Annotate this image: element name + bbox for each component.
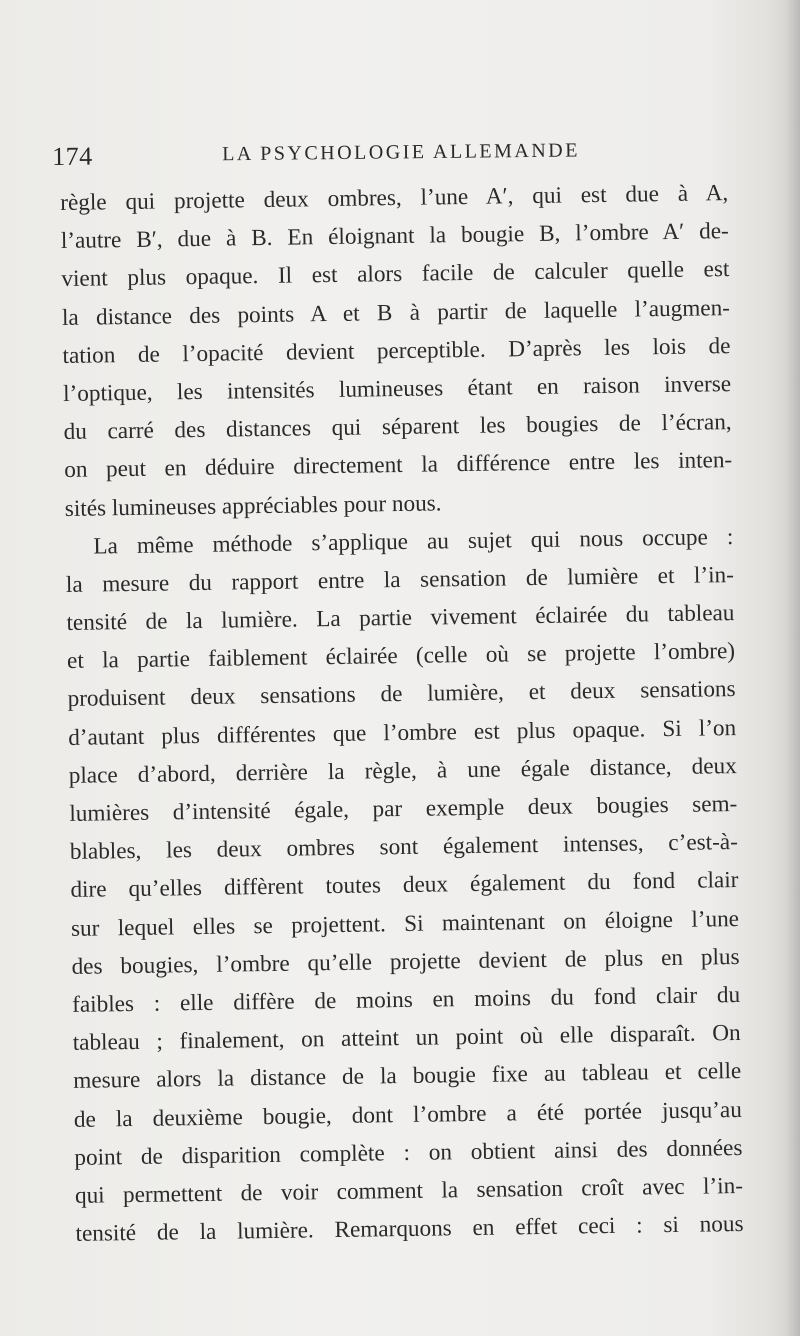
text-line: produisent deux sensations de lumière, et deux sensations [67, 676, 736, 713]
text-line: lumières d’intensité égale, par exemple deux bougies sem- [69, 791, 738, 827]
page-edge-shadow [786, 0, 800, 1336]
text-line: et la partie faiblement éclairée (celle où se projette l’ombre) [66, 638, 736, 675]
page-number: 174 [52, 141, 93, 171]
text-line: du carré des distances qui séparent les bougies de l’écran, [63, 409, 732, 446]
text-line: sur lequel elles se projettent. Si maintenant on éloigne l’une [70, 905, 740, 942]
text-line: de la deuxième bougie, dont l’ombre a été portée jusqu’au [73, 1096, 742, 1133]
text-line: tation de l’opacité devient perceptible. D’après les lois de [62, 332, 731, 369]
text-line: des bougies, l’ombre qu’elle projette devient de plus en plus [71, 943, 740, 980]
text-line: tensité de la lumière. Remarquons en effet ceci : si nous [75, 1211, 744, 1247]
text-line: règle qui projette deux ombres, l’une A′, qui est due à A, [60, 180, 729, 216]
text-line: l’autre B′, due à B. En éloignant la bougie B, l’ombre A′ de- [60, 218, 729, 255]
text-line: mesure alors la distance de la bougie fixe au tableau et celle [73, 1058, 742, 1095]
text-line: qui permettent de voir comment la sensation croît avec l’in- [74, 1172, 744, 1209]
running-head-title: LA PSYCHOLOGIE ALLEMANDE [222, 139, 581, 166]
running-head [52, 135, 752, 176]
text-line: tensité de la lumière. La partie vivement éclairée du tableau [66, 600, 735, 637]
text-line: d’autant plus différentes que l’ombre est plus opaque. Si l’on [68, 714, 737, 751]
text-line: dire qu’elles diffèrent toutes deux également du fond clair [70, 867, 739, 904]
paragraph-start-line: La même méthode s’applique au sujet qui nous occupe : [93, 523, 734, 560]
text-line: vient plus opaque. Il est alors facile de calculer quelle est [61, 256, 730, 293]
text-line: blables, les deux ombres sont également intenses, c’est-à- [69, 829, 739, 866]
text-line: la mesure du rapport entre la sensation de lumière et l’in- [65, 561, 735, 598]
text-line: place d’abord, derrière la règle, à une égale distance, deux [68, 752, 737, 789]
text-line: la distance des points A et B à partir de laquelle l’augmen- [61, 294, 731, 331]
body-text [60, 174, 744, 1253]
text-line: faibles : elle diffère de moins en moins du fond clair du [71, 981, 741, 1018]
paragraph-end-line: sités lumineuses appréciables pour nous. [64, 489, 442, 522]
text-line: on peut en déduire directement la différence entre les inten- [64, 447, 733, 484]
text-line: l’optique, les intensités lumineuses étant en raison inverse [62, 371, 732, 407]
text-line: tableau ; finalement, on atteint un point où elle disparaît. On [72, 1020, 741, 1057]
text-line: point de disparition complète : on obtient ainsi des données [74, 1134, 743, 1171]
